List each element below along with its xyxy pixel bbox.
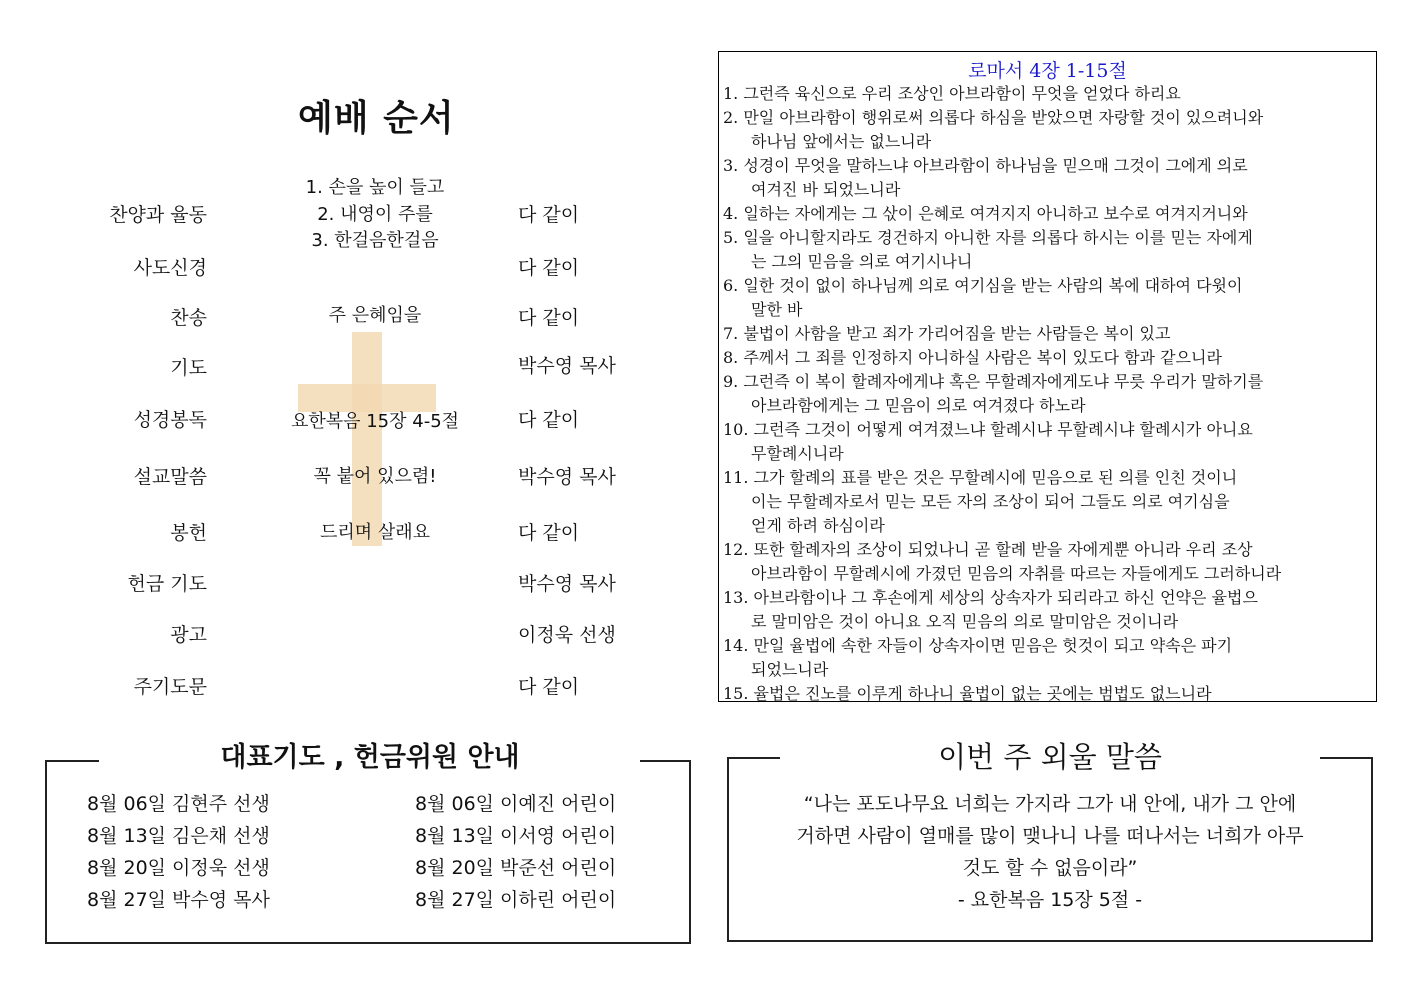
order-leader: 다 같이 — [518, 522, 580, 544]
order-leader: 이정욱 선생 — [518, 624, 616, 646]
verse-15: 15. 율법은 진노를 이루게 하나니 율법이 없는 곳에는 범법도 없느니라 — [723, 684, 1212, 703]
order-leader: 박수영 목사 — [518, 573, 616, 595]
order-detail: 드리며 살래요 — [319, 522, 431, 543]
verse-5: 5. 일을 아니할지라도 경건하지 아니한 자를 의롭다 하시는 이를 믿는 자에게 는 그의 믿음을 의로 여기시나니 — [723, 228, 1253, 271]
prayer-leader-item: 8월 27일 박수영 목사 — [87, 889, 270, 911]
verse-4: 4. 일하는 자에게는 그 삯이 은혜로 여겨지지 아니하고 보수로 여겨지거니와 — [723, 204, 1248, 223]
order-label-hymn: 찬송 — [170, 307, 207, 329]
order-label-lords-prayer: 주기도문 — [133, 676, 207, 698]
memory-verse-title: 이번 주 외울 말씀 — [938, 740, 1162, 774]
verse-6: 6. 일한 것이 없이 하나님께 의로 여기심을 받는 사람의 복에 대하여 다윗이 말한 바 — [723, 276, 1243, 319]
prayer-committee-title: 대표기도 , 헌금위원 안내 — [220, 742, 520, 773]
verse-10: 10. 그런즉 그것이 어떻게 여겨졌느냐 할례시냐 무할례시냐 할례시가 아니요 무할례시니라 — [723, 420, 1253, 463]
order-label-sermon: 설교말씀 — [133, 466, 207, 488]
prayer-leader-item: 8월 06일 김현주 선생 — [87, 793, 270, 815]
scripture-title: 로마서 4장 1-15절 — [968, 60, 1127, 82]
cross-decoration-vertical — [352, 332, 382, 546]
verse-3: 3. 성경이 무엇을 말하느냐 아브라함이 하나님을 믿으매 그것이 그에게 의로 여겨진 바 되었느니라 — [723, 156, 1248, 199]
order-detail: 3. 한걸음한걸음 — [311, 230, 439, 251]
verse-13: 13. 아브라함이나 그 후손에게 세상의 상속자가 되리라고 하신 언약은 율법으 로 말미암은 것이 아니요 오직 믿음의 의로 말미암은 것이니라 — [723, 588, 1258, 631]
order-label-reading: 성경봉독 — [133, 409, 207, 431]
verse-12: 12. 또한 할례자의 조상이 되었나니 곧 할례 받을 자에게뿐 아니라 우리 조상 아브라함이 무할례시에 가졌던 믿음의 자취를 따르는 자들에게도 그러하니라 — [723, 540, 1282, 583]
order-detail: 2. 내영이 주를 — [317, 204, 433, 225]
order-detail: 1. 손을 높이 들고 — [305, 177, 445, 198]
order-label-offering-prayer: 헌금 기도 — [127, 573, 207, 595]
order-leader: 박수영 목사 — [518, 466, 616, 488]
verse-9: 9. 그런즉 이 복이 할례자에게냐 혹은 무할례자에게도냐 무릇 우리가 말하기를 아브라함에게는 그 믿음이 의로 여겨졌다 하노라 — [723, 372, 1264, 415]
verse-1: 1. 그런즉 육신으로 우리 조상인 아브라함이 무엇을 얻었다 하리요 — [723, 84, 1181, 103]
offering-committee-item: 8월 20일 박준선 어린이 — [415, 857, 617, 879]
memory-verse-line: 것도 할 수 없음이라” — [962, 857, 1138, 879]
verse-8: 8. 주께서 그 죄를 인정하지 아니하실 사람은 복이 있도다 함과 같으니라 — [723, 348, 1222, 367]
scripture-box — [718, 51, 1377, 702]
verse-box-top-right-border — [1320, 757, 1373, 759]
verse-box-top-left-border — [727, 757, 780, 759]
memory-verse-line: 거하면 사람이 열매를 많이 맺나니 나를 떠나서는 너희가 아무 — [796, 825, 1304, 847]
order-leader: 다 같이 — [518, 257, 580, 279]
prayer-leader-item: 8월 20일 이정욱 선생 — [87, 857, 270, 879]
prayer-box-top-right-border — [640, 760, 691, 762]
verse-14: 14. 만일 율법에 속한 자들이 상속자이면 믿음은 헛것이 되고 약속은 파기 되었느니라 — [723, 636, 1233, 679]
verse-7: 7. 불법이 사함을 받고 죄가 가리어짐을 받는 사람들은 복이 있고 — [723, 324, 1171, 343]
order-leader: 다 같이 — [518, 204, 580, 226]
order-leader: 다 같이 — [518, 409, 580, 431]
memory-verse-line: “나는 포도나무요 너희는 가지라 그가 내 안에, 내가 그 안에 — [803, 793, 1297, 815]
order-leader: 다 같이 — [518, 307, 580, 329]
order-leader: 박수영 목사 — [518, 355, 616, 377]
verse-2: 2. 만일 아브라함이 행위로써 의롭다 하심을 받았으면 자랑할 것이 있으려니와 하나님 앞에서는 없느니라 — [723, 108, 1264, 151]
order-label-announcements: 광고 — [170, 624, 207, 646]
order-label-praise: 찬양과 율동 — [109, 204, 207, 226]
order-detail: 꼭 붙어 있으렴! — [313, 466, 437, 487]
order-leader: 다 같이 — [518, 676, 580, 698]
offering-committee-item: 8월 06일 이예진 어린이 — [415, 793, 617, 815]
order-detail: 주 은혜임을 — [328, 305, 422, 326]
prayer-box-top-left-border — [45, 760, 99, 762]
verse-11: 11. 그가 할례의 표를 받은 것은 무할례시에 믿음으로 된 의를 인친 것이니 이는 무할례자로서 믿는 모든 자의 조상이 되어 그들도 의로 여기심을 얻게 하려 하심이라 — [723, 468, 1238, 535]
order-label-creed: 사도신경 — [133, 257, 207, 279]
order-label-offering: 봉헌 — [170, 522, 207, 544]
prayer-leader-item: 8월 13일 김은채 선생 — [87, 825, 270, 847]
order-label-prayer: 기도 — [170, 357, 207, 379]
memory-verse-reference: - 요한복음 15장 5절 - — [957, 889, 1143, 911]
prayer-committee-box — [45, 760, 691, 944]
offering-committee-item: 8월 27일 이하린 어린이 — [415, 889, 617, 911]
order-detail: 요한복음 15장 4-5절 — [290, 411, 460, 432]
worship-order-title: 예배 순서 — [298, 98, 455, 139]
offering-committee-item: 8월 13일 이서영 어린이 — [415, 825, 617, 847]
memory-verse-box — [727, 757, 1373, 942]
